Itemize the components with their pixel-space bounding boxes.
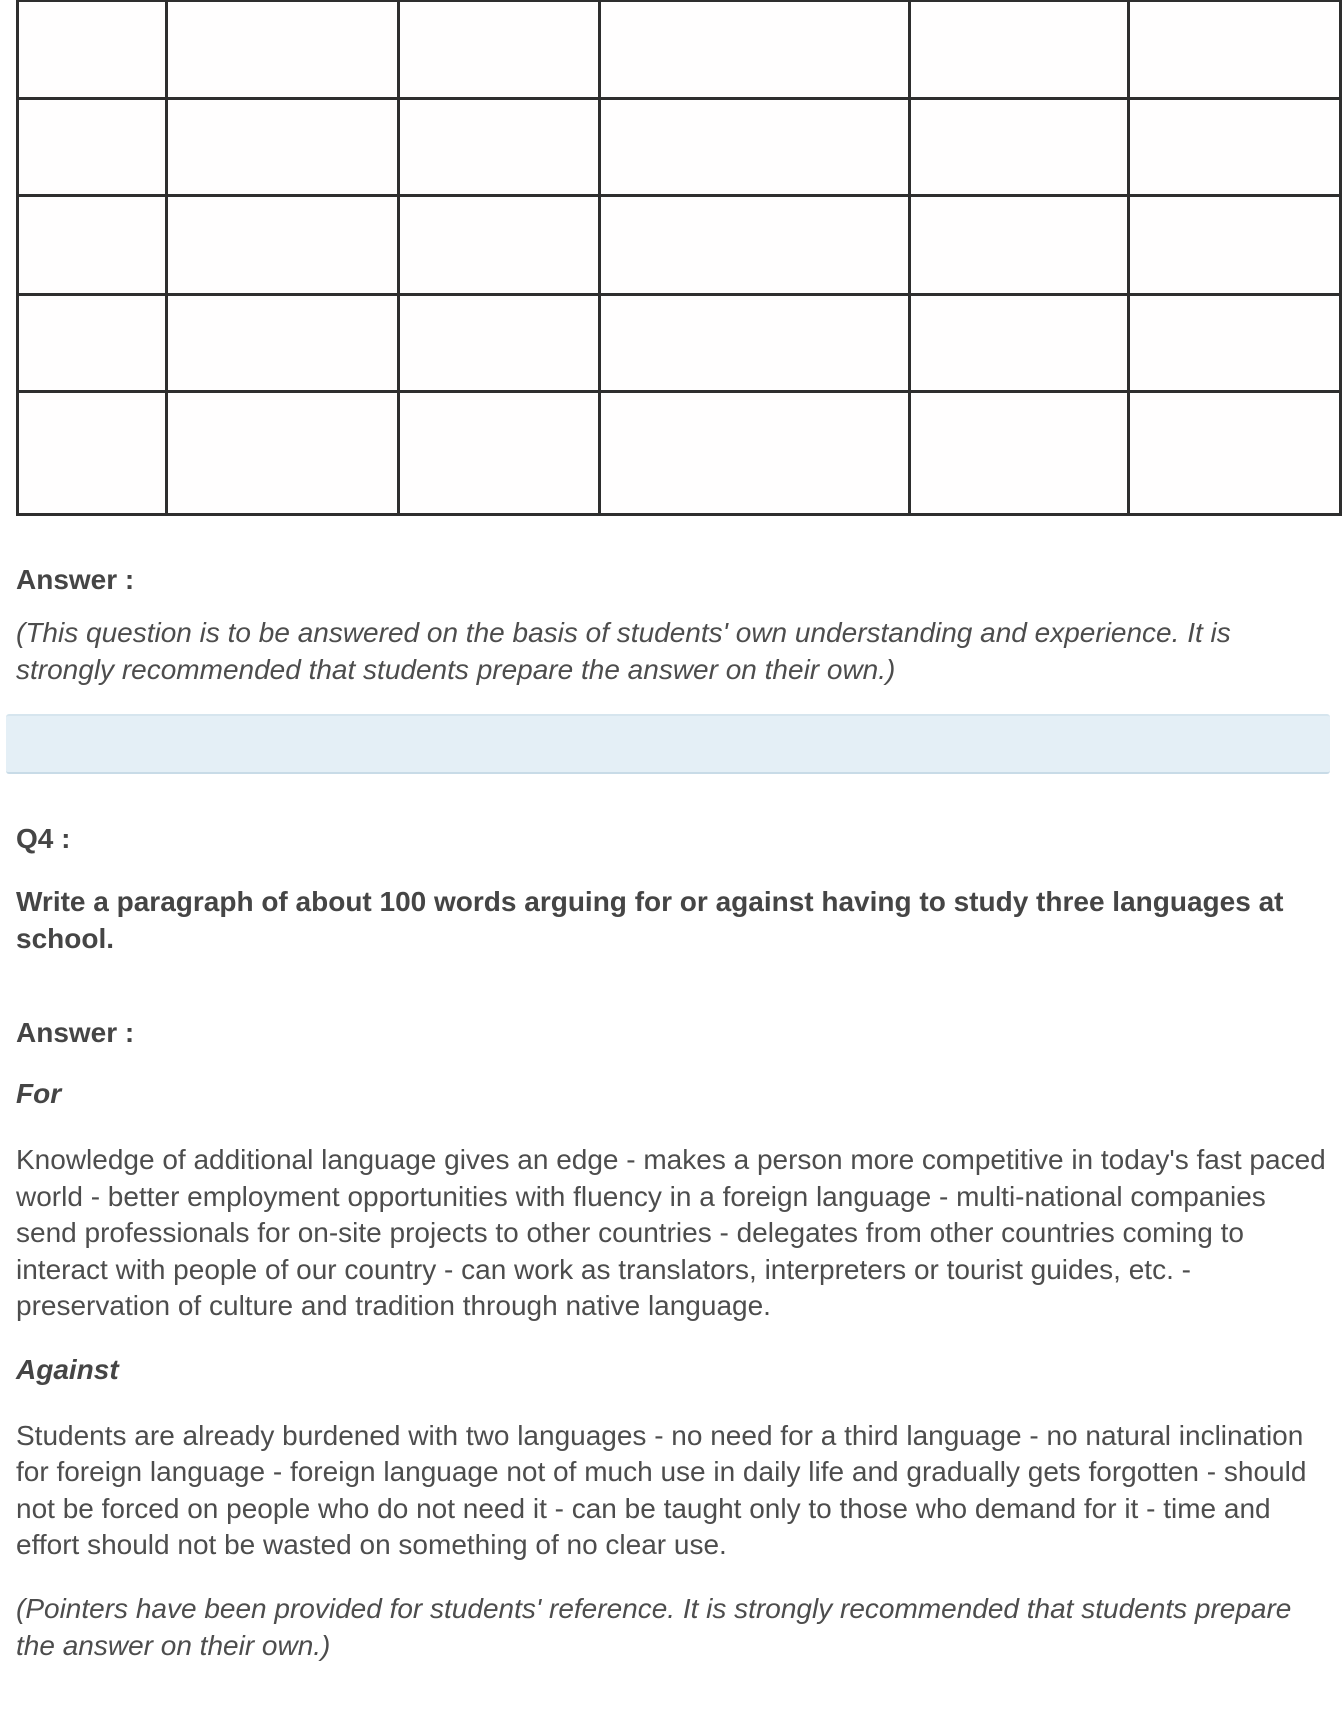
against-paragraph: Students are already burdened with two languages - no need for a third language - no natural inclination for foreign language - foreign language not of much use in daily life and gradually gets forgotten - should not be forced on people who do not need it - can be taught only to those who demand for it - time and effort should not be wasted on something of no clear use.	[16, 1419, 1307, 1560]
table-row	[18, 295, 1341, 392]
table-cell	[167, 99, 399, 196]
table-cell	[399, 392, 600, 515]
table-cell	[1128, 295, 1340, 392]
for-paragraph: Knowledge of additional language gives an edge - makes a person more competitive in today's fast paced world - better employment opportunities with fluency in a foreign language - multi-national companies send professionals for on-site projects to other countries - delegates from other countries coming to interact with people of our country - can work as translators, interpreters or tourist guides, etc. - preservation of culture and tradition through native language.	[16, 1144, 1326, 1321]
question-number: Q4 :	[16, 823, 71, 854]
table-cell	[600, 99, 909, 196]
table-cell	[18, 1, 167, 99]
table-row	[18, 392, 1341, 515]
table-cell	[909, 196, 1128, 295]
table-cell	[167, 295, 399, 392]
table-cell	[399, 295, 600, 392]
table-cell	[600, 295, 909, 392]
table-cell	[167, 1, 399, 99]
table-cell	[18, 392, 167, 515]
table-cell	[600, 1, 909, 99]
table-cell	[909, 1, 1128, 99]
student-note: (This question is to be answered on the basis of students' own understanding and experience. It is strongly recommended that students prepare the answer on their own.)	[16, 617, 1231, 685]
table-cell	[167, 196, 399, 295]
section-divider	[6, 714, 1330, 774]
against-heading: Against	[16, 1353, 119, 1385]
table-cell	[399, 99, 600, 196]
table-row	[18, 196, 1341, 295]
table-row	[18, 1, 1341, 99]
table-cell	[1128, 1, 1340, 99]
table-cell	[600, 392, 909, 515]
answer-label: Answer :	[16, 564, 135, 595]
table-row	[18, 99, 1341, 196]
table-cell	[600, 196, 909, 295]
table-cell	[909, 392, 1128, 515]
answer-label: Answer :	[16, 1017, 135, 1048]
for-heading: For	[16, 1078, 62, 1109]
table-cell	[1128, 196, 1340, 295]
table-cell	[18, 99, 167, 196]
question-text: Write a paragraph of about 100 words arguing for or against having to study three languages at school.	[16, 886, 1284, 954]
table-cell	[909, 99, 1128, 196]
table-cell	[399, 196, 600, 295]
empty-table	[16, 0, 1342, 516]
table-cell	[18, 196, 167, 295]
table-cell	[909, 295, 1128, 392]
table-cell	[1128, 392, 1340, 515]
table-cell	[18, 295, 167, 392]
table-cell	[1128, 99, 1340, 196]
table-cell	[399, 1, 600, 99]
table-cell	[167, 392, 399, 515]
pointers-note: (Pointers have been provided for students' reference. It is strongly recommended that students prepare the answer on their own.)	[16, 1592, 1292, 1661]
